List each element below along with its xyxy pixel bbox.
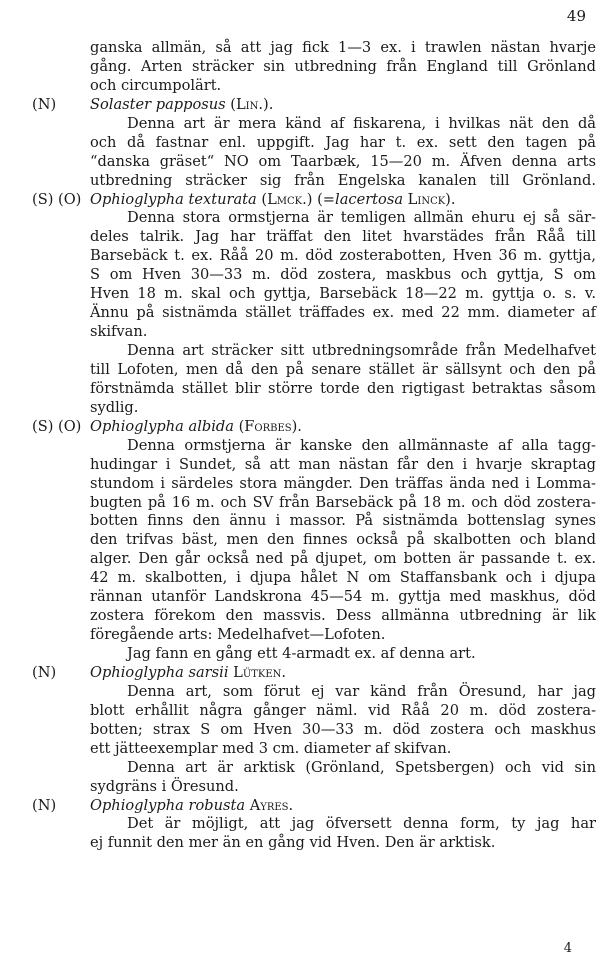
text-line: Denna art sträcker sitt utbredningsområde från Medelhafvet [127,342,596,359]
species-heading-albida [32,418,596,437]
species-heading-robusta [32,797,596,816]
text-line: Jag fann en gång ett 4-armadt ex. af denna art. [127,645,476,662]
page-number: 49 [566,7,586,25]
text-line: Ännu på sistnämda stället träffades ex. med 22 mm. diameter af [90,304,596,322]
text-line: bugten på 16 m. och SV från Barsebäck på 18 m. och död zostera- [90,493,596,511]
species-author: (Lmck.) [261,190,313,208]
species-name: Ophioglypha robusta [90,796,246,814]
region-code: (N) [32,95,57,113]
species-name: Ophioglypha sarsii [90,663,229,681]
species-author: (Lin.). [230,95,274,113]
species-heading-solaster [32,96,596,115]
species-author: Ayres. [249,796,294,814]
text-line: den trifvas bäst, men den finnes också på skalbotten och bland [90,531,596,549]
text-line: och då fastnar enl. uppgift. Jag har t. ex. sett den tagen på [90,133,596,151]
text-line: Denna ormstjerna är kanske den allmännaste af alla tagg- [127,436,596,454]
signature-mark: 4 [563,941,572,956]
synonym-author: Linck). [407,190,456,208]
text-line: och circumpolärt. [90,76,222,94]
region-code: (S) (O) [32,417,82,435]
species-name: Solaster papposus [90,95,226,113]
species-author: (Forbes). [238,417,302,435]
text-line: botten finns den ännu i massor. På sistnämda bottenslag synes [90,512,596,530]
text-line: sydlig. [90,398,139,416]
text-line: förstnämda stället blir större torde den rigtigast betraktas såsom [90,379,596,397]
text-line: Barsebäck t. ex. Råå 20 m. död zosterabotten, Hven 36 m. gyttja, [90,247,596,265]
text-line: S om Hven 30—33 m. död zostera, maskbus och gyttja, S om [90,266,596,284]
text-line: stundom i särdeles stora mängder. Den träffas ända ned i Lomma- [90,474,596,492]
text-line: skifvan. [90,323,148,341]
text-line: blott erhållit några gånger näml. vid Råå 20 m. död zostera- [90,701,596,719]
text-line: Det är möjligt, att jag öfversett denna form, ty jag har [127,815,596,833]
text-line: deles talrik. Jag har träffat den litet hvarstädes från Råå till [90,228,596,246]
text-line: gång. Arten sträcker sin utbredning från England till Grönland [90,57,596,75]
text-line: ganska allmän, så att jag fick 1—3 ex. i trawlen nästan hvarje [90,39,596,56]
text-line: hudingar i Sundet, så att man nästan får den i hvarje skraptag [90,455,596,473]
text-line: utbredning sträcker sig från Engelska kanalen till Grönland. [90,171,596,189]
synonym-name: lacertosa [335,190,404,208]
text-line: 42 m. skalbotten, i djupa hålet N om Staffansbank och i djupa [90,569,596,587]
text-line: sydgräns i Öresund. [90,777,239,795]
text-line: rännan utanför Landskrona 45—54 m. gyttja med maskhus, död [90,588,596,606]
text-line: ej funnit den mer än en gång vid Hven. Den är arktisk. [90,834,496,852]
species-heading-sarsii [32,664,596,683]
text-line: botten; strax S om Hven 30—33 m. död zostera och maskhus [90,720,596,738]
text-line: Denna art är mera känd af fiskarena, i hvilkas nät den då [127,114,596,132]
text-line: föregående arts: Medelhafvet—Lofoten. [90,626,386,644]
text-line: “danska gräset“ NO om Taarbæk, 15—20 m. Äfven denna arts [90,152,596,170]
region-code: (N) [32,796,57,814]
species-author: Lütken. [233,663,287,681]
synonym-open: (= [317,190,336,208]
text-line: zostera förekom den massvis. Dess allmänna utbredning är lik [90,607,596,625]
body-text [32,39,596,853]
text-line: till Lofoten, men då den på senare stället är sällsynt och den på [90,360,596,378]
region-code: (S) (O) [32,190,82,208]
text-line: Denna art är arktisk (Grönland, Spetsbergen) och vid sin [127,758,596,776]
species-name: Ophioglypha albida [90,417,234,435]
text-line: Hven 18 m. skal och gyttja, Barsebäck 18—22 m. gyttja o. s. v. [90,285,596,303]
species-heading-texturata [32,191,596,210]
text-line: alger. Den går också ned på djupet, om botten är passande t. ex. [90,550,596,568]
text-line: Denna art, som förut ej var känd från Öresund, har jag [127,682,596,700]
region-code: (N) [32,663,57,681]
species-name: Ophioglypha texturata [90,190,257,208]
text-line: ett jätteexemplar med 3 cm. diameter af skifvan. [90,739,452,757]
text-line: Denna stora ormstjerna är temligen allmän ehuru ej så sär- [127,209,596,227]
